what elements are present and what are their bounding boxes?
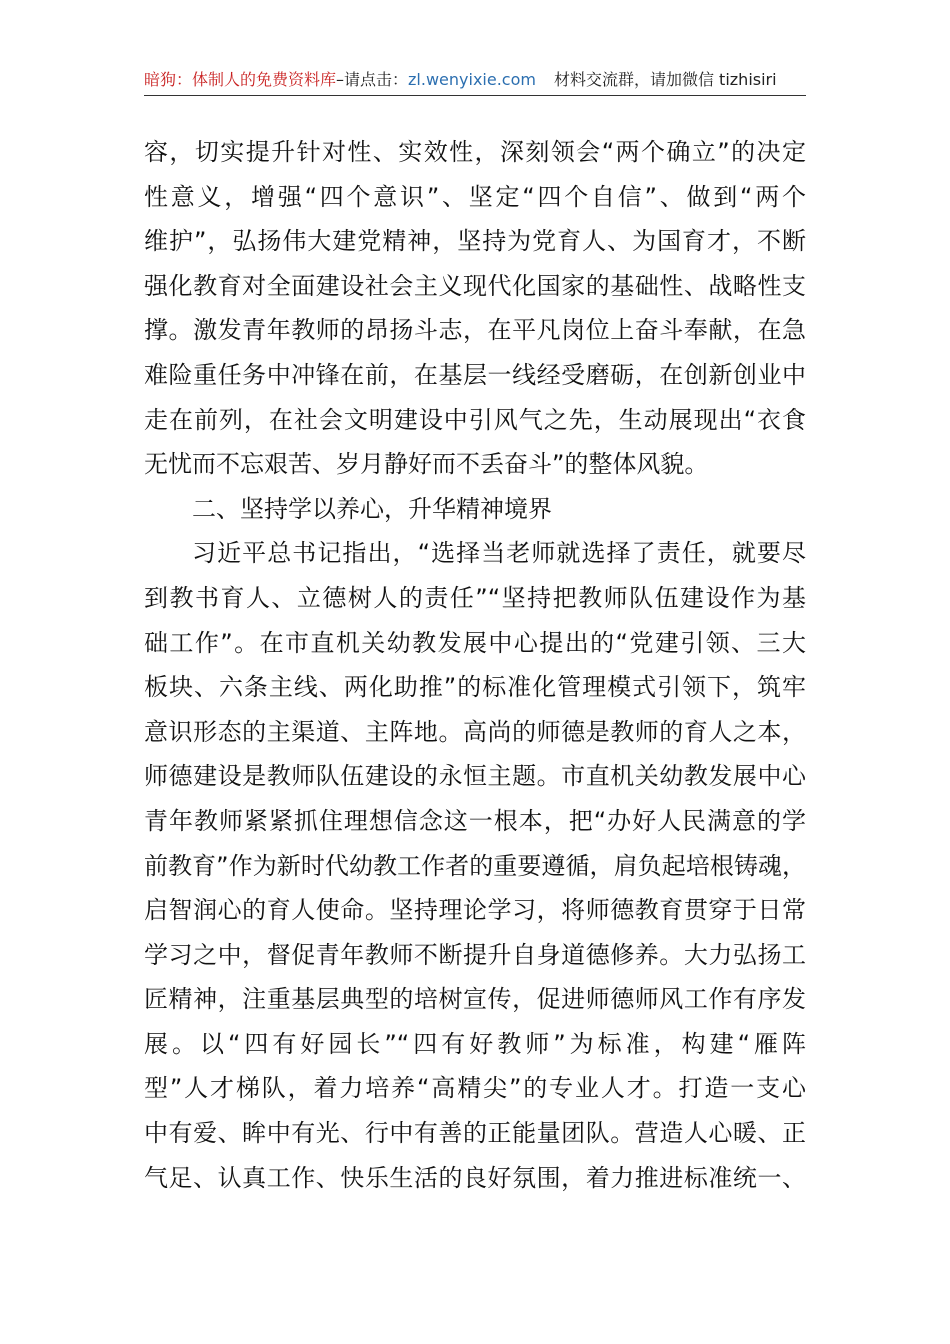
paragraph-line: 到教书育人、立德树人的责任”“坚持把教师队伍建设作为基 (144, 583, 806, 612)
paragraph-line: 无忧而不忘艰苦、岁月静好而不丢奋斗”的整体风貌。 (144, 450, 709, 479)
paragraph-line: 容，切实提升针对性、实效性，深刻领会“两个确立”的决定 (144, 138, 806, 166)
paragraph-line: 难险重任务中冲锋在前，在基层一线经受磨砺，在创新创业中 (144, 360, 806, 389)
paragraph-line: 维护”，弘扬伟大建党精神，坚持为党育人、为国育才，不断 (144, 227, 806, 256)
paragraph-line: 撑。激发青年教师的昂扬斗志，在平凡岗位上奋斗奉献，在急 (144, 316, 806, 345)
paragraph-line: 意识形态的主渠道、主阵地。高尚的师德是教师的育人之本， (144, 717, 806, 746)
paragraph-line: 展。以“四有好园长”“四有好教师”为标准，构建“雁阵 (144, 1029, 806, 1058)
click-prompt: –请点击： (336, 70, 409, 89)
paragraph-line: 础工作”。在市直机关幼教发展中心提出的“党建引领、三大 (144, 628, 806, 657)
paragraph-line: 性意义，增强“四个意识”、坚定“四个自信”、做到“两个 (144, 182, 806, 211)
paragraph-line: 习近平总书记指出，“选择当老师就选择了责任，就要尽 (192, 539, 806, 568)
section-heading: 二、坚持学以养心，升华精神境界 (192, 494, 552, 523)
site-url-link[interactable]: zl.wenyixie.com (408, 70, 536, 89)
paragraph-line: 强化教育对全面建设社会主义现代化国家的基础性、战略性支 (144, 271, 806, 300)
paragraph-line: 前教育”作为新时代幼教工作者的重要遵循，肩负起培根铸魂， (144, 851, 806, 880)
paragraph-line: 匠精神，注重基层典型的培树宣传，促进师德师风工作有序发 (144, 985, 806, 1014)
contact-info: 材料交流群，请加微信 tizhisiri (553, 70, 777, 89)
paragraph-line: 型”人才梯队，着力培养“高精尖”的专业人才。打造一支心 (144, 1074, 806, 1103)
paragraph-line: 中有爱、眸中有光、行中有善的正能量团队。营造人心暖、正 (144, 1119, 806, 1148)
header-divider (144, 95, 806, 96)
paragraph-line: 师德建设是教师队伍建设的永恒主题。市直机关幼教发展中心 (144, 762, 806, 791)
paragraph-line: 青年教师紧紧抓住理想信念这一根本，把“办好人民满意的学 (144, 806, 806, 835)
paragraph-line: 学习之中，督促青年教师不断提升自身道德修养。大力弘扬工 (144, 940, 806, 969)
paragraph-line: 走在前列，在社会文明建设中引风气之先，生动展现出“衣食 (144, 405, 806, 434)
paragraph-line: 板块、六条主线、两化助推”的标准化管理模式引领下，筑牢 (144, 673, 806, 702)
page-header (144, 68, 806, 94)
site-title[interactable]: 暗狗：体制人的免费资料库 (144, 70, 337, 89)
document-body (144, 130, 806, 1200)
paragraph-line: 气足、认真工作、快乐生活的良好氛围，着力推进标准统一、 (144, 1163, 806, 1192)
paragraph-line: 启智润心的育人使命。坚持理论学习，将师德教育贯穿于日常 (144, 896, 806, 925)
